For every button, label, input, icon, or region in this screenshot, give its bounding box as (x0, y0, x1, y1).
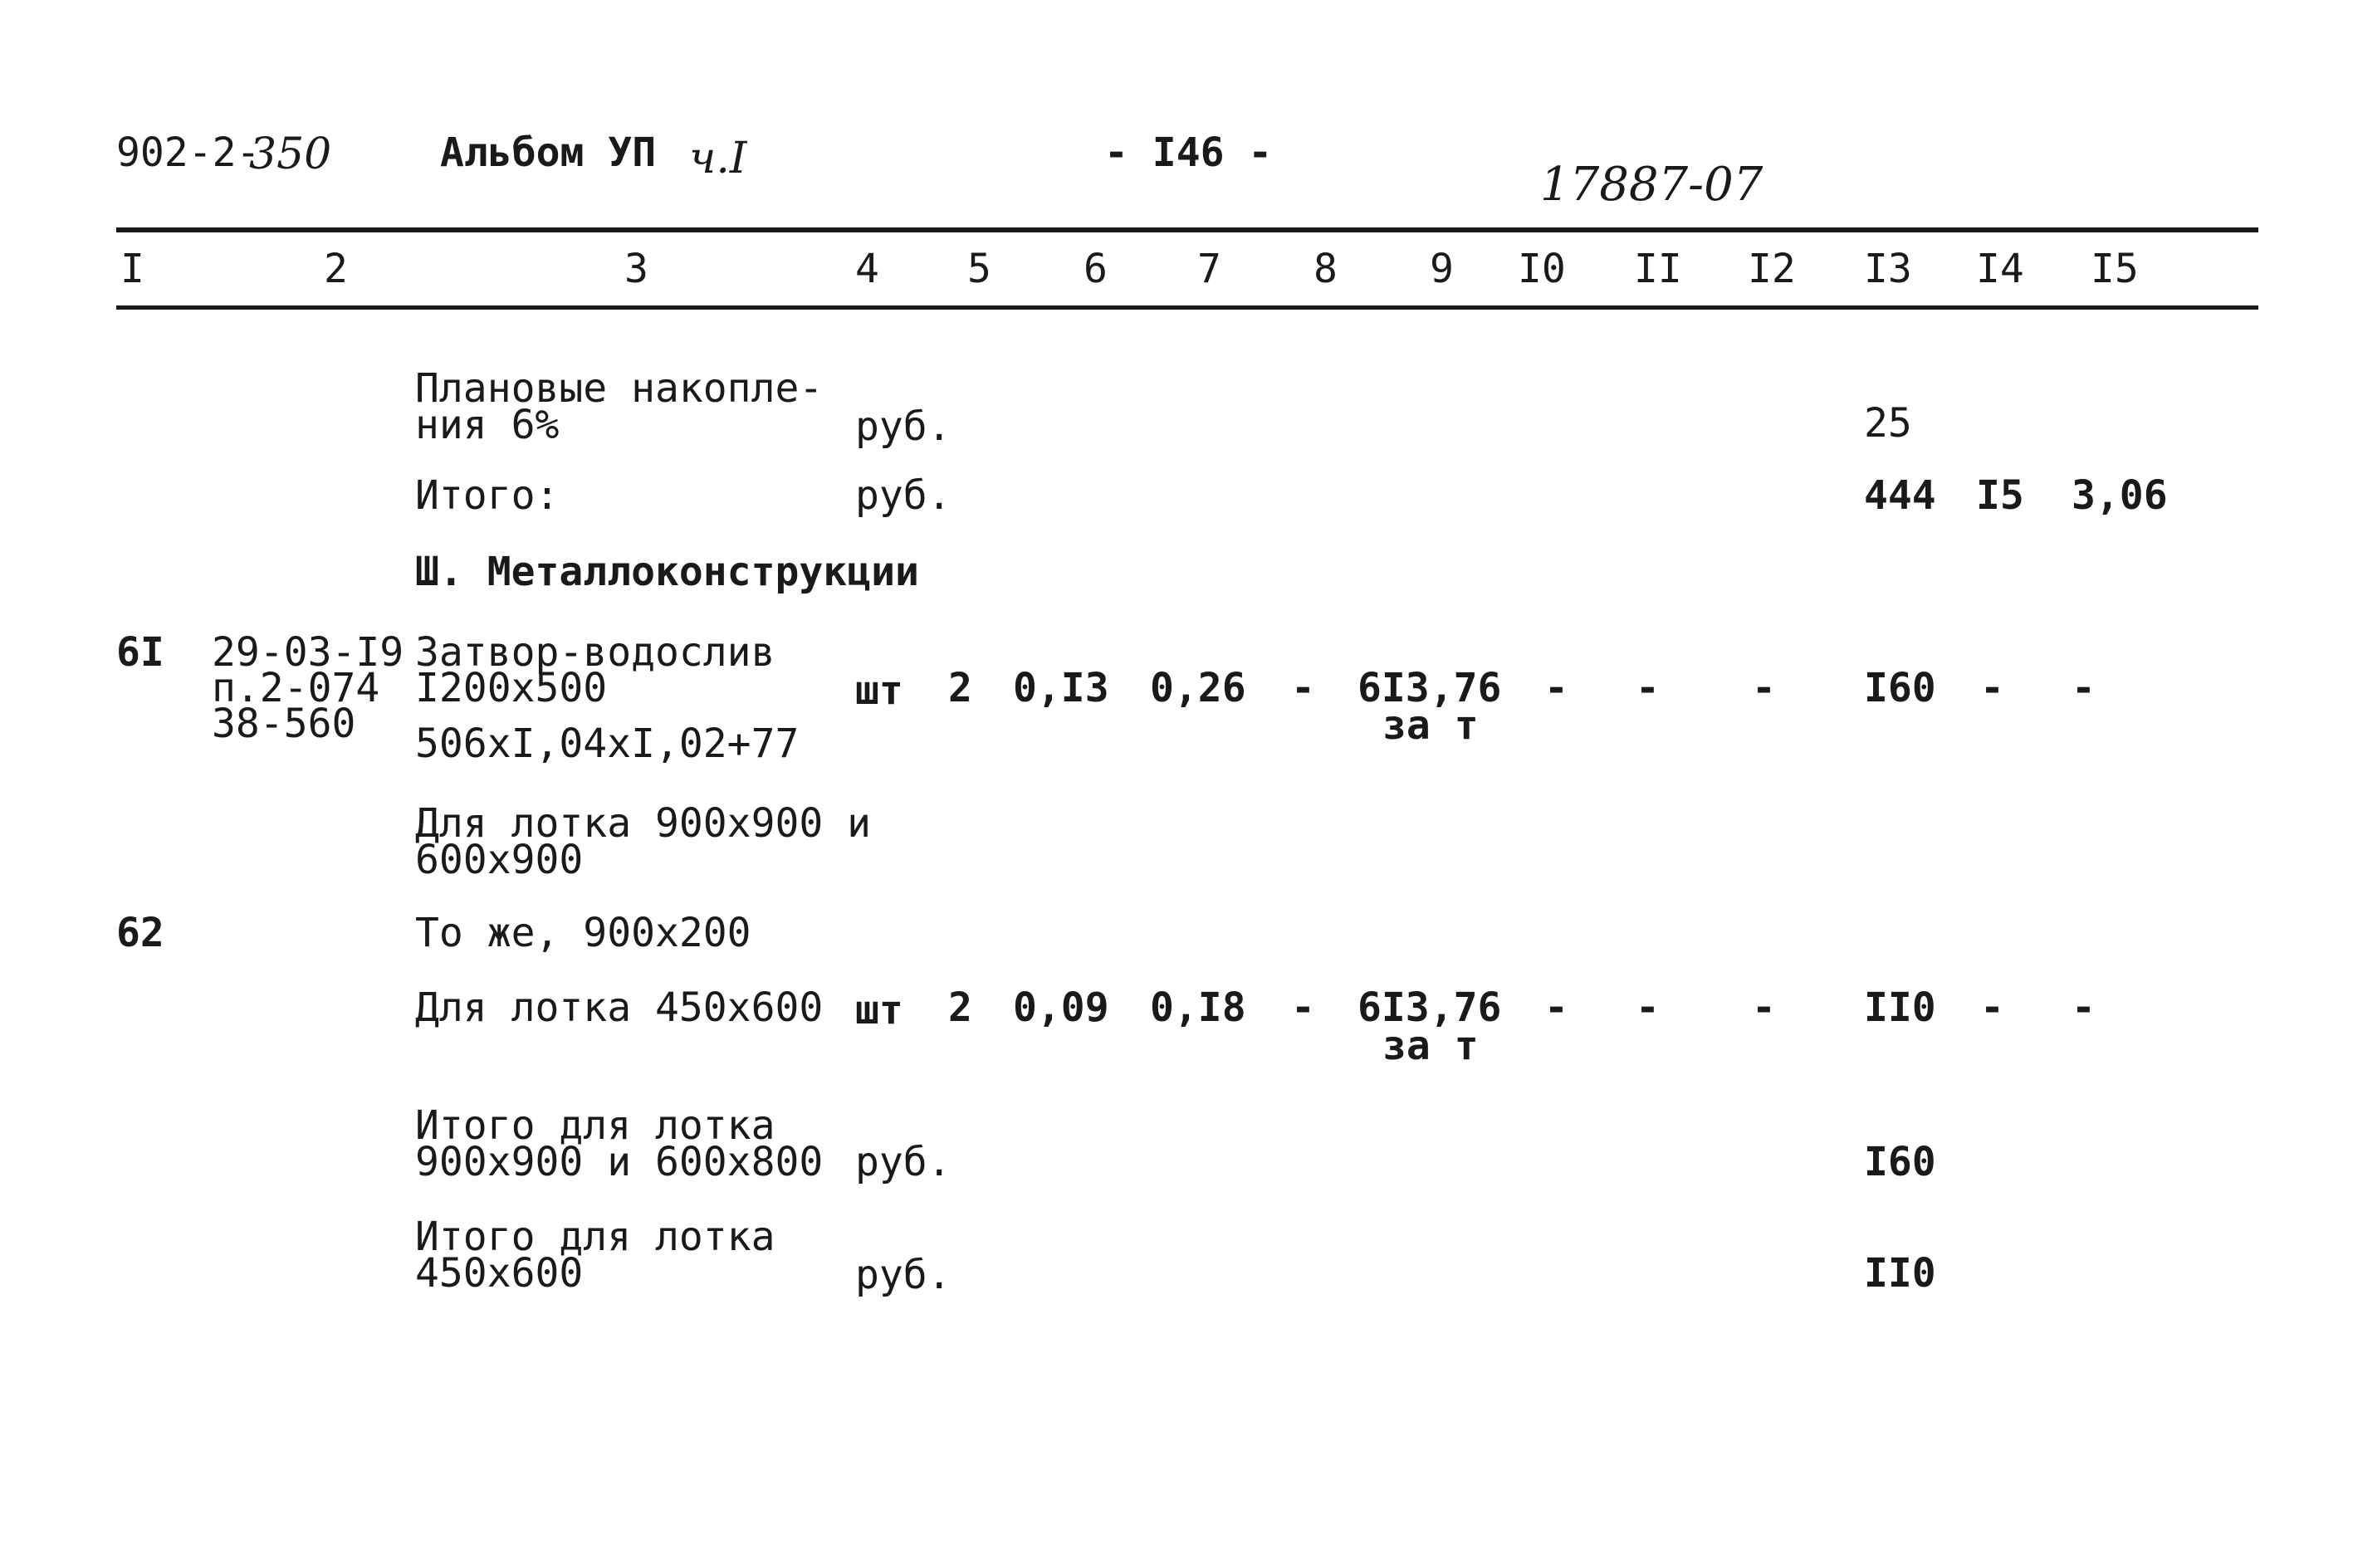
item-62b-col7: 0,I8 (1150, 984, 1246, 1031)
item-62b-col12: - (1752, 984, 1776, 1031)
planned-savings-total: 25 (1864, 400, 1912, 447)
item-61-code-2: п.2-074 (212, 665, 380, 711)
item-62b-qty: 2 (948, 984, 972, 1031)
column-header-7: 7 (1197, 246, 1221, 292)
planned-savings-label-2: ния 6% (415, 402, 560, 448)
item-62-name: То же, 900x200 (415, 910, 751, 956)
column-header-13: I3 (1864, 246, 1912, 292)
item-62-number: 62 (116, 910, 164, 956)
item-61-col8: - (1291, 665, 1315, 711)
item-61-col15: - (2072, 665, 2096, 711)
planned-savings-unit: руб. (855, 403, 951, 450)
subtotal-1-label-1: Итого для лотка (415, 1102, 775, 1149)
item-61-name-1: Затвор-водослив (415, 629, 775, 676)
item-61-note-2: 600x900 (415, 837, 584, 883)
document-number-handwritten: 17887-07 (1540, 158, 1764, 212)
document-code-handwritten: 350 (249, 129, 332, 179)
column-header-11: II (1634, 246, 1682, 292)
subtotal-2-label-2: 450x600 (415, 1250, 584, 1297)
column-header-1: I (120, 246, 144, 292)
item-62b-col13: II0 (1864, 984, 1936, 1031)
item-61-col11: - (1636, 665, 1660, 711)
item-61-col14: - (1980, 665, 2004, 711)
item-61-qty: 2 (948, 665, 972, 711)
item-62b-col11: - (1636, 984, 1660, 1031)
subtotal-2-unit: руб. (855, 1252, 951, 1298)
item-62b-col10: - (1544, 984, 1568, 1031)
subtotal-1-col13: I60 (1864, 1139, 1936, 1185)
column-header-10: I0 (1518, 246, 1566, 292)
item-61-col6: 0,I3 (1013, 665, 1109, 711)
column-header-4: 4 (855, 246, 879, 292)
column-header-9: 9 (1430, 246, 1454, 292)
column-header-2: 2 (324, 246, 348, 292)
item-62b-col8: - (1291, 984, 1315, 1031)
column-header-12: I2 (1748, 246, 1796, 292)
page-number: - I46 - (1104, 129, 1273, 176)
item-61-name-2: I200x500 (415, 665, 608, 711)
item-61-col12: - (1752, 665, 1776, 711)
document-code: 902-2- (116, 129, 261, 176)
item-62b-col9-unit: за т (1382, 1023, 1479, 1069)
table-top-rule (116, 227, 2258, 232)
column-header-5: 5 (967, 246, 991, 292)
total-col15: 3,06 (2072, 472, 2168, 519)
column-header-6: 6 (1084, 246, 1108, 292)
item-61-col10: - (1544, 665, 1568, 711)
total-col14: I5 (1976, 472, 2024, 519)
header-bottom-rule (116, 305, 2258, 310)
part-handwritten: ч.I (689, 134, 747, 183)
item-61-number: 6I (116, 629, 164, 676)
subtotal-2-label-1: Итого для лотка (415, 1214, 775, 1260)
album-label: Альбом УП (440, 129, 657, 176)
subtotal-2-col13: II0 (1864, 1250, 1936, 1297)
item-61-col9-unit: за т (1382, 702, 1479, 749)
item-61-unit: шт (855, 667, 903, 714)
item-62b-col15: - (2072, 984, 2096, 1031)
planned-savings-label-1: Плановые накопле- (415, 365, 824, 412)
item-62b-name: Для лотка 450x600 (415, 984, 824, 1031)
section-title: Ш. Металлоконструкции (415, 549, 919, 595)
subtotal-1-unit: руб. (855, 1139, 951, 1185)
column-header-3: 3 (624, 246, 648, 292)
column-header-14: I4 (1976, 246, 2024, 292)
item-61-col7: 0,26 (1150, 665, 1246, 711)
total-unit: руб. (855, 472, 951, 519)
total-col13: 444 (1864, 472, 1936, 519)
item-61-col9-price: 6I3,76 (1358, 665, 1502, 711)
column-header-15: I5 (2091, 246, 2139, 292)
total-label: Итого: (415, 472, 560, 519)
item-61-code-1: 29-03-I9 (212, 629, 404, 676)
item-61-col13: I60 (1864, 665, 1936, 711)
item-62b-unit: шт (855, 987, 903, 1033)
item-62b-col14: - (1980, 984, 2004, 1031)
item-61-note-1: Для лотка 900x900 и (415, 800, 872, 847)
item-61-name-3: 506xI,04xI,02+77 (415, 720, 800, 767)
column-header-8: 8 (1313, 246, 1338, 292)
item-62b-col9-price: 6I3,76 (1358, 984, 1502, 1031)
item-62b-col6: 0,09 (1013, 984, 1109, 1031)
item-61-code-3: 38-560 (212, 701, 356, 747)
subtotal-1-label-2: 900x900 и 600x800 (415, 1139, 824, 1185)
